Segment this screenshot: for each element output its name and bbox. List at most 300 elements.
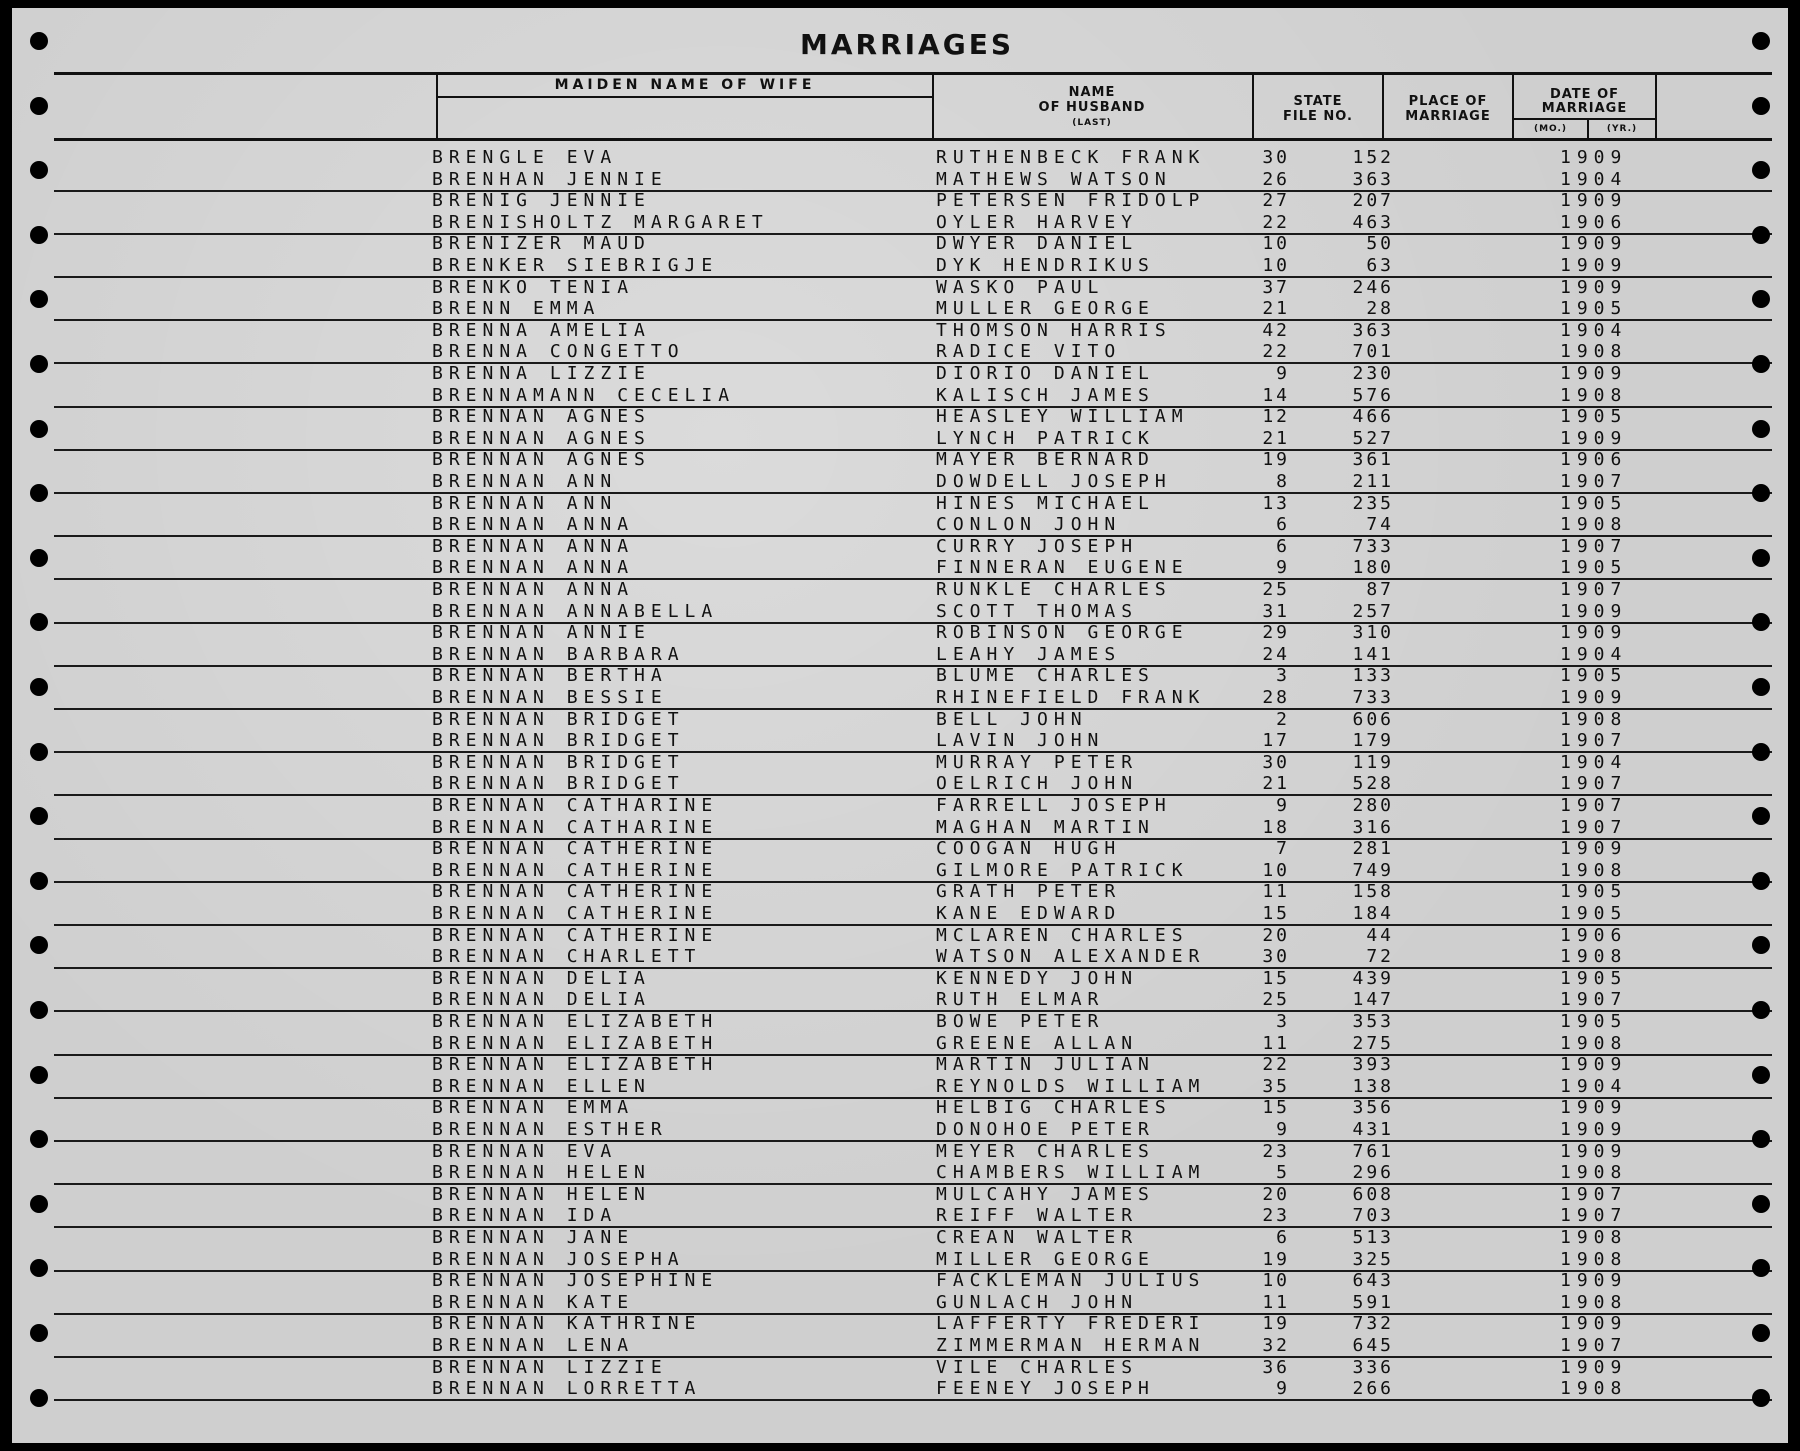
husband-name: GREENE ALLAN bbox=[936, 1032, 1139, 1054]
wife-name: BRENISHOLTZ MARGARET bbox=[432, 211, 769, 233]
row-divider bbox=[54, 1399, 1772, 1401]
husband-name: RUNKLE CHARLES bbox=[936, 579, 1172, 600]
left-punch-hole bbox=[30, 97, 48, 115]
state-file-number: 591 bbox=[1352, 1291, 1394, 1313]
volume-number: 26 bbox=[1262, 168, 1290, 190]
state-file-number: 235 bbox=[1352, 492, 1394, 514]
state-file-number: 207 bbox=[1352, 190, 1394, 212]
state-file-number: 275 bbox=[1352, 1032, 1394, 1054]
husband-name: WATSON ALEXANDER bbox=[936, 946, 1206, 968]
husband-name: HINES MICHAEL bbox=[936, 492, 1155, 514]
volume-number: 25 bbox=[1262, 989, 1290, 1011]
husband-name: FARRELL JOSEPH bbox=[936, 795, 1172, 816]
volume-number: 32 bbox=[1262, 1335, 1290, 1356]
husband-name: KALISCH JAMES bbox=[936, 384, 1155, 406]
left-punch-hole bbox=[30, 226, 48, 244]
husband-name: BOWE PETER bbox=[936, 1011, 1105, 1032]
wife-name: BRENNAN BRIDGET bbox=[432, 751, 685, 773]
volume-number: 20 bbox=[1262, 1183, 1290, 1205]
marriage-year: 1905 bbox=[1560, 298, 1628, 320]
state-file-number: 363 bbox=[1352, 319, 1394, 341]
row-divider bbox=[54, 319, 1772, 321]
volume-number: 6 bbox=[1276, 1227, 1290, 1248]
marriage-year: 1907 bbox=[1560, 1335, 1628, 1356]
state-file-number: 141 bbox=[1352, 643, 1394, 665]
husband-header-line1: NAME bbox=[1068, 85, 1116, 100]
wife-name: BRENNAN CATHERINE bbox=[432, 859, 719, 881]
marriage-year: 1908 bbox=[1560, 384, 1628, 406]
husband-name: RHINEFIELD FRANK bbox=[936, 687, 1206, 708]
husband-name: CONLON JOHN bbox=[936, 514, 1122, 536]
husband-name: DOWDELL JOSEPH bbox=[936, 471, 1172, 492]
state-file-number: 63 bbox=[1366, 255, 1394, 276]
marriage-year: 1909 bbox=[1560, 233, 1628, 255]
marriage-year: 1908 bbox=[1560, 1227, 1628, 1248]
volume-number: 19 bbox=[1262, 449, 1290, 471]
row-divider bbox=[54, 190, 1772, 192]
marriage-year: 1908 bbox=[1560, 946, 1628, 968]
wife-name: BRENNAN ELIZABETH bbox=[432, 1054, 719, 1076]
wife-name: BRENNAN HELEN bbox=[432, 1183, 651, 1205]
wife-name: BRENNAN ANNA bbox=[432, 514, 635, 536]
marriage-year: 1909 bbox=[1560, 1097, 1628, 1119]
volume-number: 14 bbox=[1262, 384, 1290, 406]
husband-name: RUTH ELMAR bbox=[936, 989, 1105, 1011]
volume-number: 21 bbox=[1262, 773, 1290, 795]
right-punch-hole bbox=[1752, 1066, 1770, 1084]
wife-name: BRENNAN ANN bbox=[432, 492, 618, 514]
state-file-number: 72 bbox=[1366, 946, 1394, 968]
marriage-year: 1907 bbox=[1560, 773, 1628, 795]
marriage-year: 1905 bbox=[1560, 492, 1628, 514]
husband-name: OELRICH JOHN bbox=[936, 773, 1139, 795]
marriage-year: 1904 bbox=[1560, 751, 1628, 773]
husband-name: REYNOLDS WILLIAM bbox=[936, 1075, 1206, 1097]
volume-number: 6 bbox=[1276, 535, 1290, 557]
husband-name: MAGHAN MARTIN bbox=[936, 816, 1155, 838]
husband-name: REIFF WALTER bbox=[936, 1205, 1139, 1227]
volume-number: 22 bbox=[1262, 211, 1290, 233]
wife-name: BRENNAN EMMA bbox=[432, 1097, 635, 1119]
wife-name: BRENGLE EVA bbox=[432, 147, 618, 168]
volume-number: 3 bbox=[1276, 1011, 1290, 1032]
husband-name: KANE EDWARD bbox=[936, 903, 1122, 924]
marriage-year: 1905 bbox=[1560, 1011, 1628, 1032]
state-file-number: 281 bbox=[1352, 838, 1394, 860]
marriage-year: 1906 bbox=[1560, 211, 1628, 233]
wife-name: BRENNAN CATHARINE bbox=[432, 816, 719, 838]
volume-number: 9 bbox=[1276, 1378, 1290, 1400]
marriage-year: 1909 bbox=[1560, 687, 1628, 708]
row-divider bbox=[54, 1356, 1772, 1358]
place-header-line1: PLACE OF bbox=[1408, 94, 1488, 109]
husband-name: SCOTT THOMAS bbox=[936, 600, 1139, 622]
state-file-number: 701 bbox=[1352, 341, 1394, 363]
row-divider bbox=[54, 1054, 1772, 1056]
wife-name: BRENNAN CHARLETT bbox=[432, 946, 702, 968]
state-file-number: 528 bbox=[1352, 773, 1394, 795]
left-punch-hole bbox=[30, 549, 48, 567]
volume-number: 9 bbox=[1276, 557, 1290, 579]
marriage-year: 1905 bbox=[1560, 881, 1628, 903]
wife-name: BRENNAN BARBARA bbox=[432, 643, 685, 665]
volume-number: 27 bbox=[1262, 190, 1290, 212]
state-header-line2: FILE NO. bbox=[1283, 109, 1353, 124]
state-file-number: 133 bbox=[1352, 665, 1394, 687]
state-file-number: 513 bbox=[1352, 1227, 1394, 1248]
volume-number: 17 bbox=[1262, 730, 1290, 752]
row-divider bbox=[54, 751, 1772, 753]
right-punch-hole bbox=[1752, 32, 1770, 50]
husband-name: CREAN WALTER bbox=[936, 1227, 1139, 1248]
right-punch-hole bbox=[1752, 872, 1770, 890]
state-file-number: 361 bbox=[1352, 449, 1394, 471]
state-file-number: 733 bbox=[1352, 687, 1394, 708]
marriage-year: 1907 bbox=[1560, 795, 1628, 816]
husband-name: MURRAY PETER bbox=[936, 751, 1139, 773]
wife-name: BRENNAN ANNABELLA bbox=[432, 600, 719, 622]
marriage-year: 1905 bbox=[1560, 406, 1628, 428]
wife-name: BRENNA CONGETTO bbox=[432, 341, 685, 363]
wife-name: BRENNAN ELIZABETH bbox=[432, 1011, 719, 1032]
volume-number: 30 bbox=[1262, 147, 1290, 168]
left-punch-hole bbox=[30, 743, 48, 761]
husband-name: CHAMBERS WILLIAM bbox=[936, 1162, 1206, 1184]
wife-name: BRENNAN ANNIE bbox=[432, 622, 651, 644]
row-divider bbox=[54, 881, 1772, 883]
wife-name: BRENNAN LORRETTA bbox=[432, 1378, 702, 1400]
volume-number: 7 bbox=[1276, 838, 1290, 860]
state-file-number: 179 bbox=[1352, 730, 1394, 752]
state-file-number: 230 bbox=[1352, 363, 1394, 384]
wife-name: BRENNAN AGNES bbox=[432, 406, 651, 428]
left-punch-hole bbox=[30, 355, 48, 373]
state-file-number: 353 bbox=[1352, 1011, 1394, 1032]
marriage-year: 1907 bbox=[1560, 816, 1628, 838]
husband-name: OYLER HARVEY bbox=[936, 211, 1139, 233]
wife-name: BRENNAN BRIDGET bbox=[432, 708, 685, 730]
state-header-line1: STATE bbox=[1293, 94, 1343, 109]
marriage-year: 1908 bbox=[1560, 1248, 1628, 1270]
marriage-year: 1907 bbox=[1560, 730, 1628, 752]
marriage-year: 1906 bbox=[1560, 449, 1628, 471]
marriage-year: 1909 bbox=[1560, 1140, 1628, 1162]
husband-name: BLUME CHARLES bbox=[936, 665, 1155, 687]
state-file-number: 606 bbox=[1352, 708, 1394, 730]
volume-number: 11 bbox=[1262, 1291, 1290, 1313]
volume-number: 23 bbox=[1262, 1205, 1290, 1227]
wife-name: BRENNAN CATHERINE bbox=[432, 838, 719, 860]
state-file-number: 280 bbox=[1352, 795, 1394, 816]
left-punch-hole bbox=[30, 32, 48, 50]
wife-name: BRENNAN CATHERINE bbox=[432, 881, 719, 903]
state-file-number: 152 bbox=[1352, 147, 1394, 168]
record-sheet bbox=[12, 8, 1788, 1443]
husband-name: LAFFERTY FREDERI bbox=[936, 1313, 1206, 1335]
row-divider bbox=[54, 794, 1772, 796]
state-file-number: 325 bbox=[1352, 1248, 1394, 1270]
right-punch-hole bbox=[1752, 1001, 1770, 1019]
wife-name: BRENNAN JANE bbox=[432, 1227, 635, 1248]
volume-number: 10 bbox=[1262, 233, 1290, 255]
wife-name: BRENNAN LIZZIE bbox=[432, 1356, 668, 1378]
marriage-year: 1907 bbox=[1560, 579, 1628, 600]
wife-name: BRENNAN ELIZABETH bbox=[432, 1032, 719, 1054]
husband-name: HELBIG CHARLES bbox=[936, 1097, 1172, 1119]
state-file-number: 643 bbox=[1352, 1270, 1394, 1292]
left-punch-hole bbox=[30, 1001, 48, 1019]
wife-name: BRENNAN ESTHER bbox=[432, 1119, 668, 1140]
state-file-number: 211 bbox=[1352, 471, 1394, 492]
husband-name: VILE CHARLES bbox=[936, 1356, 1139, 1378]
volume-number: 18 bbox=[1262, 816, 1290, 838]
husband-name: MULCAHY JAMES bbox=[936, 1183, 1155, 1205]
state-file-number: 158 bbox=[1352, 881, 1394, 903]
volume-number: 9 bbox=[1276, 1119, 1290, 1140]
marriage-year: 1909 bbox=[1560, 838, 1628, 860]
volume-number: 21 bbox=[1262, 298, 1290, 320]
left-punch-hole bbox=[30, 1389, 48, 1407]
marriage-year: 1909 bbox=[1560, 1119, 1628, 1140]
marriage-year: 1909 bbox=[1560, 147, 1628, 168]
husband-name: DWYER DANIEL bbox=[936, 233, 1139, 255]
husband-name: DYK HENDRIKUS bbox=[936, 255, 1155, 276]
state-file-number: 74 bbox=[1366, 514, 1394, 536]
marriage-year: 1909 bbox=[1560, 363, 1628, 384]
marriage-year: 1904 bbox=[1560, 319, 1628, 341]
volume-number: 10 bbox=[1262, 859, 1290, 881]
state-file-number: 463 bbox=[1352, 211, 1394, 233]
state-file-number: 749 bbox=[1352, 859, 1394, 881]
wife-name: BRENNA AMELIA bbox=[432, 319, 651, 341]
row-divider bbox=[54, 924, 1772, 926]
husband-name: WASKO PAUL bbox=[936, 276, 1105, 298]
left-punch-hole bbox=[30, 872, 48, 890]
husband-name: RADICE VITO bbox=[936, 341, 1122, 363]
volume-number: 11 bbox=[1262, 881, 1290, 903]
volume-number: 6 bbox=[1276, 514, 1290, 536]
volume-number: 9 bbox=[1276, 795, 1290, 816]
marriage-year: 1905 bbox=[1560, 903, 1628, 924]
state-file-number: 44 bbox=[1366, 924, 1394, 946]
right-punch-hole bbox=[1752, 355, 1770, 373]
marriage-year: 1908 bbox=[1560, 1378, 1628, 1400]
state-file-number: 28 bbox=[1366, 298, 1394, 320]
wife-name: BRENNAN ELLEN bbox=[432, 1075, 651, 1097]
right-punch-hole bbox=[1752, 420, 1770, 438]
volume-number: 28 bbox=[1262, 687, 1290, 708]
wife-name: BRENNAN ANNA bbox=[432, 535, 635, 557]
volume-number: 10 bbox=[1262, 1270, 1290, 1292]
left-punch-hole bbox=[30, 1195, 48, 1213]
row-divider bbox=[54, 1010, 1772, 1012]
husband-name: FACKLEMAN JULIUS bbox=[936, 1270, 1206, 1292]
wife-name: BRENNA LIZZIE bbox=[432, 363, 651, 384]
row-divider bbox=[54, 406, 1772, 408]
marriage-year: 1907 bbox=[1560, 471, 1628, 492]
volume-number: 5 bbox=[1276, 1162, 1290, 1184]
row-divider bbox=[54, 492, 1772, 494]
husband-header-line3: (LAST) bbox=[1072, 118, 1112, 128]
marriage-year: 1908 bbox=[1560, 1032, 1628, 1054]
state-file-number: 180 bbox=[1352, 557, 1394, 579]
husband-name: THOMSON HARRIS bbox=[936, 319, 1172, 341]
row-divider bbox=[54, 1226, 1772, 1228]
row-divider bbox=[54, 362, 1772, 364]
husband-name: ZIMMERMAN HERMAN bbox=[936, 1335, 1206, 1356]
state-file-number: 608 bbox=[1352, 1183, 1394, 1205]
wife-name: BRENNAN BESSIE bbox=[432, 687, 668, 708]
right-punch-hole bbox=[1752, 549, 1770, 567]
husband-name: FEENEY JOSEPH bbox=[936, 1378, 1155, 1400]
marriage-year: 1909 bbox=[1560, 427, 1628, 449]
husband-name: FINNERAN EUGENE bbox=[936, 557, 1189, 579]
volume-number: 10 bbox=[1262, 255, 1290, 276]
wife-name: BRENNAN IDA bbox=[432, 1205, 618, 1227]
row-divider bbox=[54, 578, 1772, 580]
state-file-number: 138 bbox=[1352, 1075, 1394, 1097]
wife-name: BRENNAN BRIDGET bbox=[432, 730, 685, 752]
wife-name: BRENNAN CATHARINE bbox=[432, 795, 719, 816]
marriage-year: 1908 bbox=[1560, 859, 1628, 881]
row-divider bbox=[54, 1313, 1772, 1315]
marriage-year: 1908 bbox=[1560, 341, 1628, 363]
volume-number: 15 bbox=[1262, 967, 1290, 989]
wife-name: BRENNAN HELEN bbox=[432, 1162, 651, 1184]
volume-number: 30 bbox=[1262, 751, 1290, 773]
left-punch-hole bbox=[30, 1066, 48, 1084]
right-punch-hole bbox=[1752, 743, 1770, 761]
marriage-year: 1908 bbox=[1560, 514, 1628, 536]
husband-name: MCLAREN CHARLES bbox=[936, 924, 1189, 946]
row-divider bbox=[54, 665, 1772, 667]
marriage-year: 1907 bbox=[1560, 535, 1628, 557]
volume-number: 37 bbox=[1262, 276, 1290, 298]
row-divider bbox=[54, 535, 1772, 537]
row-divider bbox=[54, 1097, 1772, 1099]
state-file-number: 761 bbox=[1352, 1140, 1394, 1162]
wife-name: BRENNAMANN CECELIA bbox=[432, 384, 736, 406]
volume-number: 19 bbox=[1262, 1248, 1290, 1270]
right-punch-hole bbox=[1752, 97, 1770, 115]
state-file-number: 119 bbox=[1352, 751, 1394, 773]
husband-name: MEYER CHARLES bbox=[936, 1140, 1155, 1162]
wife-name: BRENNAN CATHERINE bbox=[432, 903, 719, 924]
state-file-number: 246 bbox=[1352, 276, 1394, 298]
husband-name: RUTHENBECK FRANK bbox=[936, 147, 1206, 168]
wife-name: BRENNAN ANN bbox=[432, 471, 618, 492]
right-punch-hole bbox=[1752, 1389, 1770, 1407]
wife-name: BRENNAN KATHRINE bbox=[432, 1313, 702, 1335]
husband-name: MARTIN JULIAN bbox=[936, 1054, 1155, 1076]
marriage-year: 1904 bbox=[1560, 168, 1628, 190]
volume-number: 22 bbox=[1262, 1054, 1290, 1076]
husband-name: HEASLEY WILLIAM bbox=[936, 406, 1189, 428]
right-punch-hole bbox=[1752, 678, 1770, 696]
wife-name: BRENNAN DELIA bbox=[432, 989, 651, 1011]
marriage-year: 1909 bbox=[1560, 600, 1628, 622]
husband-name: CURRY JOSEPH bbox=[936, 535, 1139, 557]
row-divider bbox=[54, 967, 1772, 969]
row-divider bbox=[54, 276, 1772, 278]
place-header-line2: MARRIAGE bbox=[1405, 109, 1491, 124]
wife-name: BRENNAN JOSEPHA bbox=[432, 1248, 685, 1270]
date-header-line1: DATE OF bbox=[1549, 87, 1620, 102]
state-file-number: 296 bbox=[1352, 1162, 1394, 1184]
maiden-name-header: MAIDEN NAME OF WIFE bbox=[554, 77, 816, 93]
row-divider bbox=[54, 838, 1772, 840]
right-punch-hole bbox=[1752, 226, 1770, 244]
volume-number: 25 bbox=[1262, 579, 1290, 600]
state-file-number: 732 bbox=[1352, 1313, 1394, 1335]
husband-name: DONOHOE PETER bbox=[936, 1119, 1155, 1140]
marriage-year: 1909 bbox=[1560, 622, 1628, 644]
marriage-year: 1905 bbox=[1560, 967, 1628, 989]
husband-name: KENNEDY JOHN bbox=[936, 967, 1139, 989]
volume-number: 30 bbox=[1262, 946, 1290, 968]
marriage-year: 1905 bbox=[1560, 665, 1628, 687]
state-file-number: 363 bbox=[1352, 168, 1394, 190]
state-file-number: 393 bbox=[1352, 1054, 1394, 1076]
husband-name: LAVIN JOHN bbox=[936, 730, 1105, 752]
state-file-number: 703 bbox=[1352, 1205, 1394, 1227]
volume-number: 22 bbox=[1262, 341, 1290, 363]
state-file-number: 356 bbox=[1352, 1097, 1394, 1119]
wife-name: BRENN EMMA bbox=[432, 298, 601, 320]
volume-number: 2 bbox=[1276, 708, 1290, 730]
volume-number: 15 bbox=[1262, 903, 1290, 924]
row-divider bbox=[54, 708, 1772, 710]
wife-name: BRENNAN EVA bbox=[432, 1140, 618, 1162]
state-file-number: 266 bbox=[1352, 1378, 1394, 1400]
marriage-year: 1909 bbox=[1560, 1270, 1628, 1292]
wife-name: BRENNAN BERTHA bbox=[432, 665, 668, 687]
year-subheader: (YR.) bbox=[1606, 124, 1638, 134]
marriage-year: 1909 bbox=[1560, 1054, 1628, 1076]
volume-number: 19 bbox=[1262, 1313, 1290, 1335]
marriage-year: 1905 bbox=[1560, 557, 1628, 579]
volume-number: 20 bbox=[1262, 924, 1290, 946]
wife-name: BRENIZER MAUD bbox=[432, 233, 651, 255]
volume-number: 35 bbox=[1262, 1075, 1290, 1097]
marriage-year: 1908 bbox=[1560, 1291, 1628, 1313]
row-divider bbox=[54, 1140, 1772, 1142]
husband-name: MULLER GEORGE bbox=[936, 298, 1155, 320]
marriage-year: 1909 bbox=[1560, 276, 1628, 298]
marriage-year: 1909 bbox=[1560, 190, 1628, 212]
state-file-number: 87 bbox=[1366, 579, 1394, 600]
wife-name: BRENNAN DELIA bbox=[432, 967, 651, 989]
state-file-number: 527 bbox=[1352, 427, 1394, 449]
state-file-number: 184 bbox=[1352, 903, 1394, 924]
husband-name: BELL JOHN bbox=[936, 708, 1088, 730]
volume-number: 31 bbox=[1262, 600, 1290, 622]
husband-name: GRATH PETER bbox=[936, 881, 1122, 903]
state-file-number: 733 bbox=[1352, 535, 1394, 557]
marriage-year: 1907 bbox=[1560, 1183, 1628, 1205]
state-file-number: 439 bbox=[1352, 967, 1394, 989]
state-file-number: 576 bbox=[1352, 384, 1394, 406]
record-rows bbox=[12, 8, 1788, 1443]
marriage-year: 1908 bbox=[1560, 708, 1628, 730]
marriage-year: 1907 bbox=[1560, 1205, 1628, 1227]
left-punch-hole bbox=[30, 420, 48, 438]
volume-number: 8 bbox=[1276, 471, 1290, 492]
marriage-year: 1904 bbox=[1560, 643, 1628, 665]
volume-number: 15 bbox=[1262, 1097, 1290, 1119]
husband-name: LYNCH PATRICK bbox=[936, 427, 1155, 449]
husband-name: MILLER GEORGE bbox=[936, 1248, 1155, 1270]
